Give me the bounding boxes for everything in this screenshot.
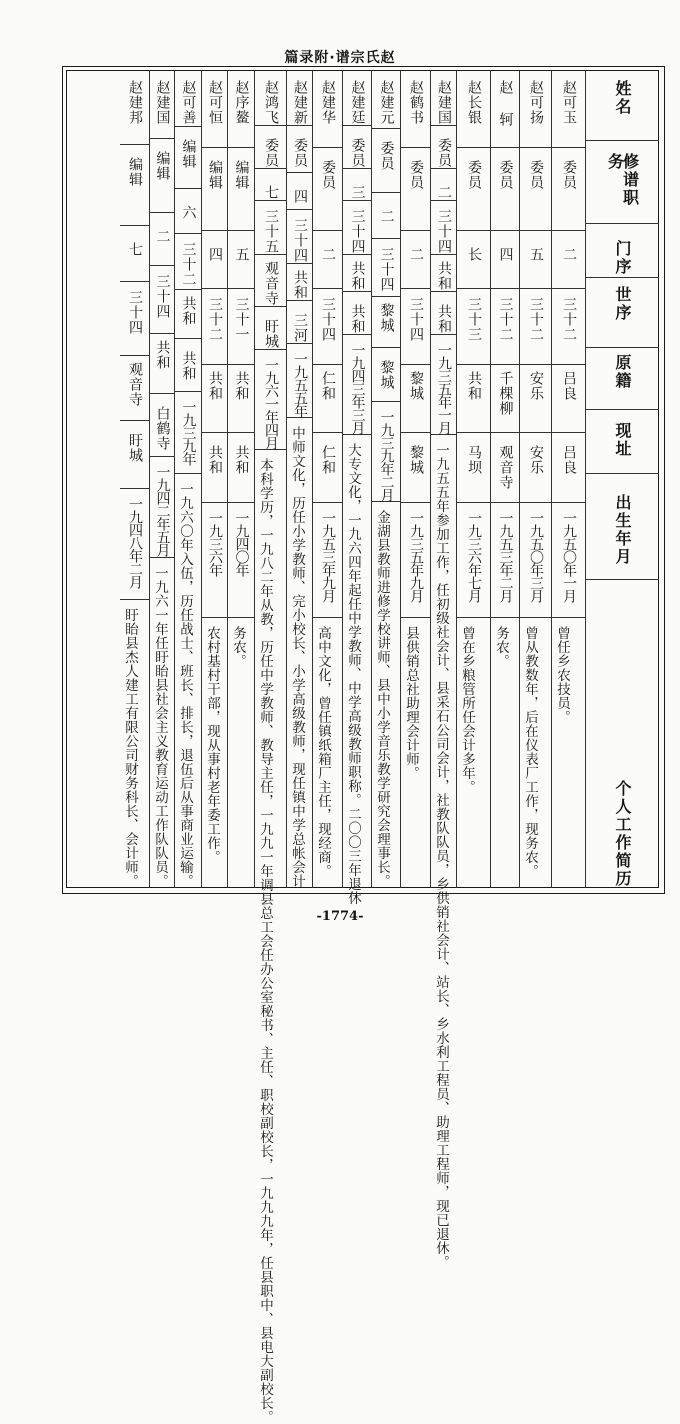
cell-birth	[401, 503, 430, 618]
cell-generation	[120, 282, 149, 355]
cell-work	[313, 618, 342, 888]
cell-work	[120, 600, 149, 888]
address-text: 共和	[207, 445, 223, 475]
name-text: 赵可玉	[561, 80, 577, 125]
cell-origin	[255, 255, 286, 307]
header-address: 现址	[613, 421, 632, 458]
cell-role	[401, 148, 430, 231]
cell-role	[287, 126, 312, 173]
cell-work	[552, 618, 585, 888]
branch-text: 四	[497, 247, 514, 262]
cell-branch	[431, 169, 456, 201]
table-row	[174, 70, 201, 888]
branch-text: 七	[127, 241, 143, 257]
cell-address	[552, 433, 585, 503]
table-row	[254, 70, 286, 1424]
birth-text: 一九三六年	[207, 511, 223, 576]
generation-text: 三十二	[207, 297, 223, 342]
table-row	[456, 70, 490, 888]
cell-work	[491, 618, 519, 888]
work-text: 曾从教数年，后在仪表厂工作，现务农。	[522, 626, 538, 878]
cell-name	[431, 70, 456, 126]
cell-origin	[491, 365, 519, 433]
work-text: 农村基村干部，现从事村老年委工作。	[204, 626, 220, 864]
cell-address	[457, 433, 490, 503]
cell-generation	[520, 289, 551, 365]
cell-work	[255, 450, 286, 1424]
generation-text: 三十四	[378, 247, 395, 293]
address-text: 三河	[292, 313, 308, 343]
cell-name	[401, 70, 430, 148]
cell-branch	[343, 169, 371, 201]
cell-role	[175, 127, 201, 189]
cell-address	[431, 292, 456, 335]
cell-origin	[228, 365, 254, 433]
work-text: 务农。	[230, 626, 246, 668]
header-birth: 出生年月	[613, 494, 632, 567]
cell-name	[372, 70, 400, 129]
cell-name	[313, 70, 342, 148]
branch-text: 长	[466, 247, 482, 262]
cell-generation	[202, 289, 227, 365]
work-text: 一九五五年参加工作，任初级社会计、县采石公司会计，社教队队员，乡供销社会计、站长、乡水利工程员、助理工程师，现已退休。	[433, 443, 449, 1269]
name-text: 赵建新	[292, 80, 308, 125]
cell-origin	[457, 365, 490, 433]
work-text: 一九六〇年入伍，历任战士、班长、排长，退伍后从事商业运输。	[177, 481, 193, 888]
cell-birth	[372, 402, 400, 502]
birth-text: 一九三五年一月	[436, 343, 452, 434]
branch-text: 二	[320, 247, 336, 262]
origin-text: 共和	[436, 261, 452, 291]
cell-name	[520, 70, 551, 148]
cell-address	[120, 421, 149, 489]
name-text: 赵鹤书	[408, 80, 424, 125]
address-text: 安乐	[528, 445, 544, 475]
address-text: 共和	[436, 304, 452, 334]
role-text: 委员	[528, 160, 544, 190]
cell-address	[150, 394, 174, 457]
cell-role	[343, 126, 371, 169]
origin-text: 观音寺	[127, 361, 143, 407]
cell-name	[255, 70, 286, 126]
cell-role	[552, 148, 585, 231]
origin-text: 安乐	[528, 371, 544, 401]
generation-text: 三十四	[292, 218, 308, 263]
generation-text: 三十四	[127, 290, 143, 336]
cell-name	[552, 70, 585, 148]
cell-origin	[431, 255, 456, 292]
header-branch: 门序	[613, 240, 632, 277]
generation-text: 三十二	[497, 297, 514, 342]
role-text: 委员	[320, 160, 336, 190]
origin-text: 黎城	[378, 302, 395, 333]
generation-text: 三十二	[561, 297, 577, 342]
origin-text: 吕良	[561, 371, 577, 401]
work-text: 县供销总社助理会计师。	[403, 626, 419, 780]
cell-work	[431, 435, 456, 1269]
work-text: 务农。	[493, 626, 509, 668]
cell-role	[431, 126, 456, 169]
birth-text: 一九五三年二月	[497, 511, 514, 602]
cell-origin	[287, 264, 312, 301]
cell-branch	[520, 231, 551, 289]
branch-text: 五	[233, 247, 250, 262]
role-text: 委员	[436, 138, 452, 168]
cell-address	[520, 433, 551, 503]
origin-text: 共和	[349, 261, 366, 291]
cell-generation	[431, 201, 456, 255]
birth-text: 一九四三年三月	[349, 343, 366, 434]
table-row	[371, 70, 400, 888]
cell-birth	[313, 503, 342, 618]
table-row	[286, 70, 312, 888]
cell-address	[202, 433, 227, 503]
role-text: 编辑	[154, 151, 171, 182]
generation-text: 三十三	[466, 297, 482, 342]
cell-role	[120, 145, 149, 225]
cell-origin	[343, 255, 371, 292]
cell-generation	[491, 289, 519, 365]
cell-name	[228, 70, 254, 148]
cell-birth	[431, 335, 456, 435]
cell-generation	[343, 201, 371, 255]
birth-text: 一九三九年二月	[378, 410, 395, 501]
cell-branch	[313, 231, 342, 289]
cell-birth	[150, 457, 174, 558]
generation-text: 三十二	[180, 242, 197, 288]
cell-birth	[552, 503, 585, 618]
address-text: 马坝	[466, 445, 482, 475]
table-row	[551, 70, 585, 888]
name-text: 赵建邦	[127, 80, 143, 125]
work-text: 本科学历，一九八二年从教，历任中学教师、教导主任，一九九一年调县总工会任办公室秘书、主任、职校副校长，一九九九年，任县职中、县电大副校长。	[257, 458, 273, 1424]
branch-text: 四	[292, 189, 308, 205]
cell-generation	[175, 234, 201, 289]
cell-role	[520, 148, 551, 231]
cell-name	[150, 70, 174, 139]
address-text: 白鹤寺	[154, 405, 171, 451]
origin-text: 千棵柳	[497, 371, 514, 416]
role-text: 委员	[292, 138, 308, 168]
table-row	[201, 70, 227, 888]
birth-text: 一九三六年七月	[466, 511, 482, 602]
cell-birth	[491, 503, 519, 618]
role-text: 委员	[378, 141, 395, 172]
table-row	[400, 70, 430, 888]
name-text: 赵建元	[378, 80, 395, 125]
name-text: 赵建廷	[349, 80, 366, 125]
birth-text: 一九五〇年一月	[561, 511, 577, 602]
cell-branch	[552, 231, 585, 289]
cell-origin	[150, 334, 174, 394]
cell-address	[287, 301, 312, 344]
address-text: 盱城	[127, 433, 143, 464]
work-text: 高中文化，曾任镇纸箱厂主任，现经商。	[315, 626, 331, 878]
cell-generation	[255, 201, 286, 255]
cell-role	[150, 139, 174, 213]
cell-address	[228, 433, 254, 503]
branch-text: 二	[561, 247, 577, 262]
address-text: 黎城	[378, 359, 395, 390]
role-text: 委员	[561, 160, 577, 190]
name-text: 赵建国	[436, 80, 452, 125]
cell-generation	[401, 289, 430, 365]
cell-generation	[372, 239, 400, 296]
cell-birth	[457, 503, 490, 618]
cell-work	[401, 618, 430, 888]
cell-generation	[228, 289, 254, 365]
origin-text: 共和	[207, 371, 223, 401]
cell-birth	[255, 350, 286, 450]
cell-origin	[520, 365, 551, 433]
origin-text: 黎城	[408, 371, 424, 401]
branch-text: 六	[180, 204, 197, 220]
cell-work	[175, 474, 201, 888]
header-generation: 世序	[613, 286, 632, 323]
cell-work	[457, 618, 490, 888]
cell-branch	[401, 231, 430, 289]
cell-generation	[457, 289, 490, 365]
generation-text: 三十四	[154, 274, 171, 320]
cell-branch	[228, 231, 254, 289]
cell-address	[401, 433, 430, 503]
name-text: 赵长银	[466, 80, 482, 125]
table-row	[312, 70, 342, 888]
cell-branch	[175, 189, 201, 234]
cell-origin	[401, 365, 430, 433]
cell-address	[175, 339, 201, 392]
cell-name	[120, 70, 149, 145]
name-text: 赵可善	[180, 80, 197, 125]
cell-branch	[255, 169, 286, 201]
cell-role	[202, 148, 227, 231]
work-text: 盱眙县杰人建工有限公司财务科长、会计师。	[122, 607, 138, 888]
header-work: 个人工作简历	[613, 780, 632, 888]
birth-text: 一九四二年五月	[154, 464, 171, 556]
work-text: 曾在乡粮管所任会计多年。	[459, 626, 475, 794]
address-text: 观音寺	[497, 445, 514, 490]
birth-text: 一九五五年	[292, 352, 308, 417]
name-text: 赵可恒	[207, 80, 223, 125]
role-text: 委员	[349, 138, 366, 168]
branch-text: 二	[436, 185, 452, 200]
address-text: 共和	[233, 445, 250, 475]
cell-work	[372, 502, 400, 888]
name-text: 赵建华	[320, 80, 336, 125]
table-row	[430, 70, 456, 1269]
running-head: 篇录附·谱宗氏赵	[284, 50, 396, 66]
branch-text: 二	[378, 208, 395, 224]
cell-branch	[202, 231, 227, 289]
cell-name	[287, 70, 312, 126]
generation-text: 三十四	[408, 297, 424, 342]
cell-generation	[150, 266, 174, 333]
cell-name	[175, 70, 201, 127]
cell-origin	[175, 290, 201, 339]
cell-birth	[520, 503, 551, 618]
cell-branch	[491, 231, 519, 289]
table-row	[120, 70, 149, 888]
cell-work	[520, 618, 551, 888]
branch-text: 三	[349, 185, 366, 200]
role-text: 委员	[408, 160, 424, 190]
address-text: 吕良	[561, 445, 577, 475]
cell-role	[228, 148, 254, 231]
name-text: 赵建国	[154, 80, 171, 125]
role-text: 委员	[263, 138, 279, 168]
birth-text: 一九三五年九月	[408, 511, 424, 602]
cell-birth	[228, 503, 254, 618]
birth-text: 一九四〇年	[233, 511, 250, 576]
role-text: 编辑	[233, 160, 250, 190]
generation-text: 三十四	[349, 209, 366, 254]
origin-text: 仁和	[320, 371, 336, 401]
cell-name	[343, 70, 371, 126]
cell-address	[491, 433, 519, 503]
cell-branch	[120, 226, 149, 282]
generation-text: 三十四	[320, 297, 336, 342]
header-origin: 原籍	[613, 353, 632, 390]
cell-branch	[372, 193, 400, 240]
origin-text: 共和	[292, 270, 308, 300]
cell-birth	[120, 489, 149, 600]
name-text: 赵 轲	[497, 80, 514, 127]
cell-work	[228, 618, 254, 888]
cell-work	[343, 435, 371, 905]
header-column	[585, 70, 659, 888]
address-text: 共和	[180, 351, 197, 382]
cell-work	[202, 618, 227, 888]
birth-text: 一九六一年四月	[263, 358, 279, 449]
address-text: 盱城	[263, 319, 279, 349]
cell-role	[255, 126, 286, 169]
generation-text: 三十四	[436, 209, 452, 254]
cell-name	[202, 70, 227, 148]
cell-origin	[372, 297, 400, 348]
table-row	[342, 70, 371, 905]
branch-text: 七	[263, 185, 279, 200]
name-text: 赵鸿飞	[263, 80, 279, 125]
branch-text: 四	[207, 247, 223, 262]
cell-role	[491, 148, 519, 231]
work-text: 曾任乡农技员。	[554, 626, 570, 724]
page-number: -1774-	[316, 909, 364, 924]
cell-work	[287, 418, 312, 888]
role-text: 委员	[466, 160, 482, 190]
table-row	[149, 70, 174, 888]
origin-text: 共和	[180, 295, 197, 326]
header-name: 姓名	[613, 80, 632, 116]
cell-generation	[552, 289, 585, 365]
cell-address	[372, 348, 400, 402]
cell-name	[457, 70, 490, 148]
birth-text: 一九四八年二月	[127, 497, 143, 589]
cell-role	[457, 148, 490, 231]
cell-branch	[150, 213, 174, 266]
role-text: 编辑	[207, 160, 223, 190]
work-text: 大专文化，一九六四年起任中学教师、中学高级教师职称。二〇〇三年退休	[345, 443, 361, 905]
cell-generation	[313, 289, 342, 365]
address-text: 仁和	[320, 445, 336, 475]
origin-text: 共和	[154, 339, 171, 370]
name-text: 赵序鳌	[233, 80, 250, 125]
cell-origin	[313, 365, 342, 433]
cell-birth	[202, 503, 227, 618]
birth-text: 一九五〇年三月	[528, 511, 544, 602]
cell-role	[313, 148, 342, 231]
header-role: 修谱职务	[605, 153, 640, 208]
origin-text: 观音寺	[263, 261, 279, 306]
work-text: 中师文化，历任小学教师、完小校长、小学高级教师，现任镇中学总帐会计	[289, 426, 305, 888]
cell-origin	[552, 365, 585, 433]
cell-origin	[202, 365, 227, 433]
branch-text: 二	[408, 247, 424, 262]
cell-birth	[175, 392, 201, 474]
work-text: 一九六一年任盱眙县社会主义教育运动工作队队员。	[152, 565, 168, 888]
generation-text: 三十五	[263, 209, 279, 254]
cell-branch	[457, 231, 490, 289]
origin-text: 共和	[466, 371, 482, 401]
table-row	[490, 70, 519, 888]
cell-generation	[287, 210, 312, 264]
generation-text: 三十二	[528, 297, 544, 342]
cell-branch	[287, 173, 312, 210]
role-text: 委员	[497, 160, 514, 190]
cell-address	[343, 292, 371, 335]
cell-address	[255, 307, 286, 350]
origin-text: 共和	[233, 371, 250, 401]
cell-role	[372, 129, 400, 193]
cell-origin	[120, 356, 149, 422]
address-text: 黎城	[408, 445, 424, 475]
cell-birth	[287, 344, 312, 418]
branch-text: 二	[154, 229, 171, 245]
work-text: 金湖县教师进修学校讲师、县中小学音乐教学研究会理事长。	[374, 510, 390, 888]
address-text: 共和	[349, 304, 366, 334]
birth-text: 一九三九年	[180, 399, 197, 465]
role-text: 编辑	[127, 157, 143, 188]
role-text: 编辑	[180, 139, 197, 170]
table-row	[227, 70, 254, 888]
cell-birth	[343, 335, 371, 435]
cell-work	[150, 558, 174, 888]
name-text: 赵可扬	[528, 80, 544, 125]
cell-address	[313, 433, 342, 503]
table-row	[519, 70, 551, 888]
branch-text: 五	[528, 247, 544, 262]
cell-name	[491, 70, 519, 148]
birth-text: 一九五三年九月	[320, 511, 336, 602]
generation-text: 三十一	[233, 297, 250, 342]
